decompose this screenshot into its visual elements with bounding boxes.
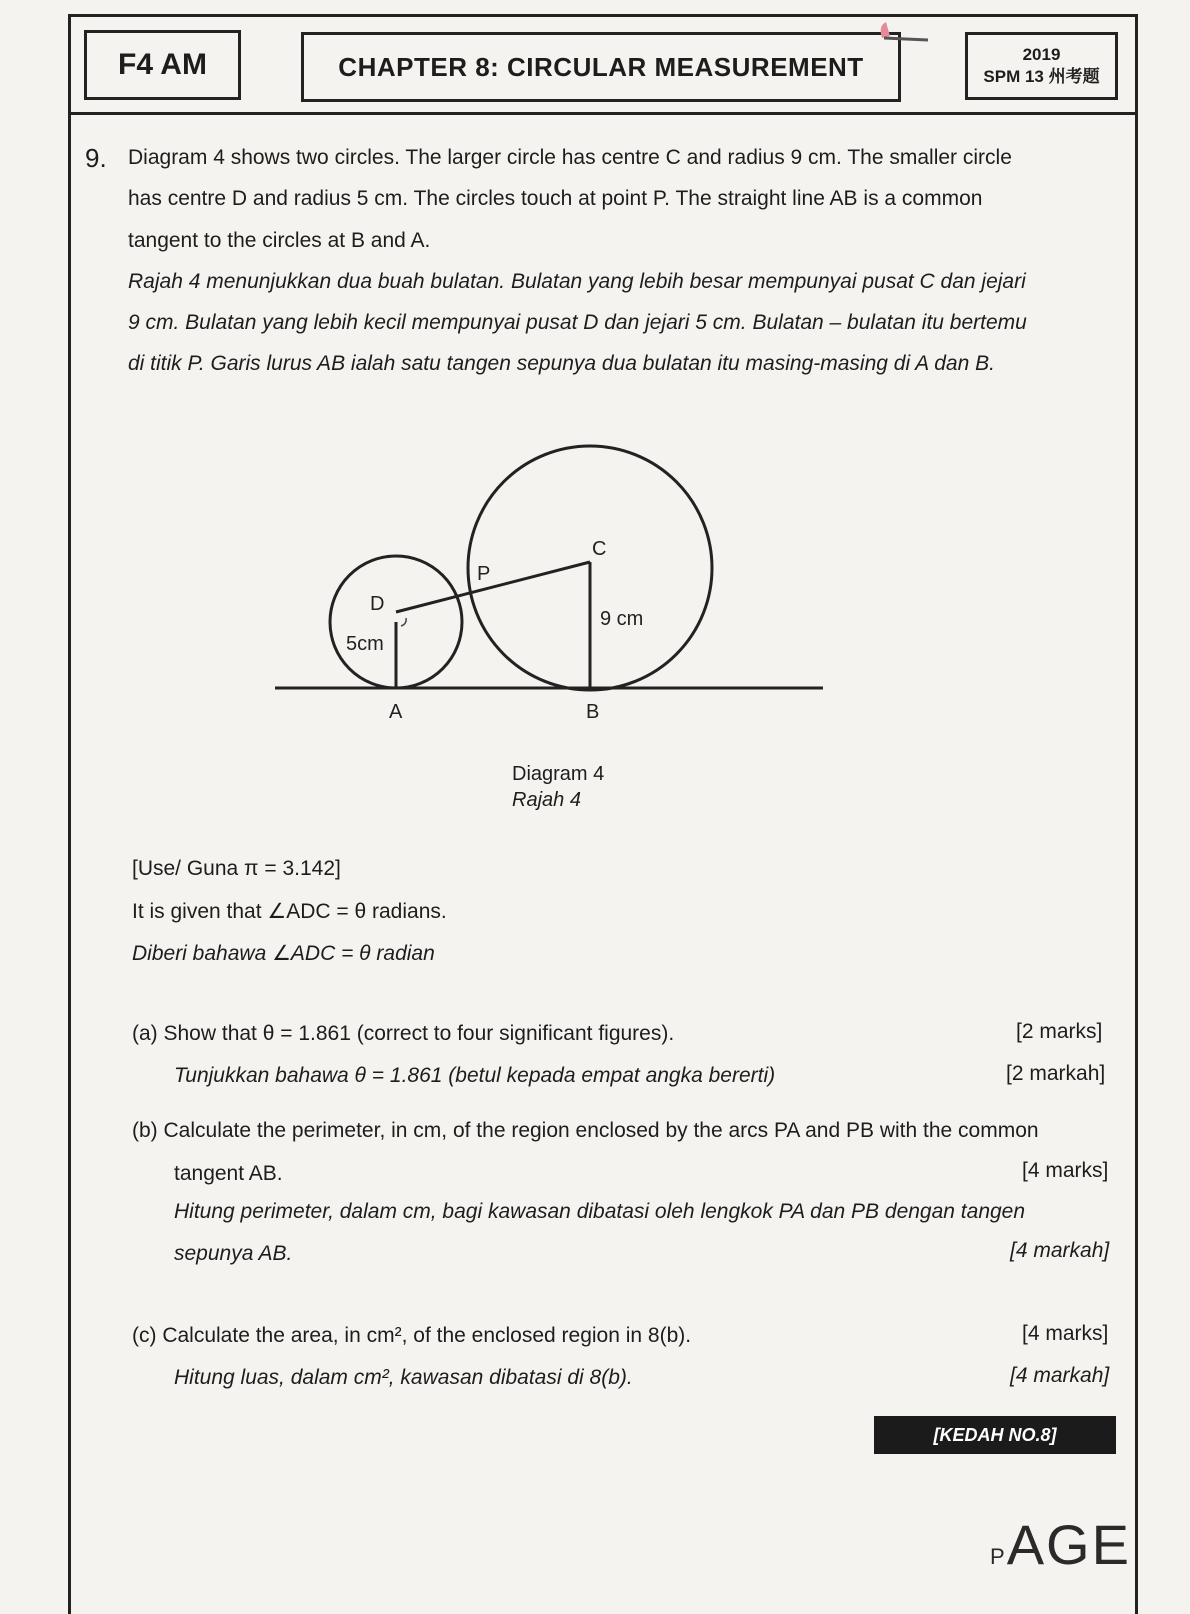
diagram-caption-en: Diagram 4 bbox=[512, 763, 605, 785]
page-word: AGE bbox=[1006, 1513, 1131, 1576]
intro-en-1: Diagram 4 shows two circles. The larger circle has centre C and radius 9 cm. The smaller circle bbox=[128, 146, 1012, 169]
source-label: SPM 13 州考题 bbox=[983, 67, 1100, 86]
label-large-radius: 9 cm bbox=[600, 608, 644, 630]
part-c-en: (c) Calculate the area, in cm², of the enclosed region in 8(b). bbox=[132, 1324, 692, 1347]
part-a-en: (a) Show that θ = 1.861 (correct to four significant figures). bbox=[132, 1022, 675, 1045]
given-angle-en: It is given that ∠ADC = θ radians. bbox=[132, 900, 447, 923]
intro-ms-2: 9 cm. Bulatan yang lebih kecil mempunyai pusat D dan jejari 5 cm. Bulatan – bulatan itu bertemu bbox=[128, 311, 1027, 334]
subject-label: F4 AM bbox=[118, 48, 207, 81]
part-b-ms-2: sepunya AB. bbox=[174, 1242, 293, 1265]
pin-head-icon bbox=[881, 22, 890, 38]
chapter-title: CHAPTER 8: CIRCULAR MEASUREMENT bbox=[338, 51, 864, 82]
label-D: D bbox=[370, 593, 385, 615]
year-label: 2019 bbox=[1022, 45, 1061, 64]
part-a-ms: Tunjukkan bahawa θ = 1.861 (betul kepada empat angka bererti) bbox=[174, 1064, 776, 1087]
page-prefix: P bbox=[990, 1544, 1007, 1569]
intro-ms-1: Rajah 4 menunjukkan dua buah bulatan. Bulatan yang lebih besar mempunyai pusat C dan jejari bbox=[128, 270, 1026, 293]
label-P: P bbox=[477, 563, 491, 585]
intro-en-2: has centre D and radius 5 cm. The circles touch at point P. The straight line AB is a common bbox=[128, 187, 983, 210]
intro-en-3: tangent to the circles at B and A. bbox=[128, 229, 431, 252]
part-b-marks-en: [4 marks] bbox=[1022, 1159, 1109, 1182]
part-b-en-1: (b) Calculate the perimeter, in cm, of the region enclosed by the arcs PA and PB with the common bbox=[132, 1119, 1039, 1142]
part-a-marks-ms: [2 markah] bbox=[1006, 1062, 1106, 1085]
subject-box bbox=[84, 30, 241, 100]
diagram-caption-ms: Rajah 4 bbox=[512, 789, 581, 811]
chapter-box bbox=[301, 32, 901, 102]
part-b-ms-1: Hitung perimeter, dalam cm, bagi kawasan dibatasi oleh lengkok PA dan PB dengan tangen bbox=[174, 1200, 1026, 1223]
diagram-4 bbox=[270, 440, 830, 740]
angle-theta-mark bbox=[401, 618, 406, 626]
question-number: 9. bbox=[85, 143, 107, 173]
part-c-ms: Hitung luas, dalam cm², kawasan dibatasi di 8(b). bbox=[174, 1366, 633, 1389]
given-angle-ms: Diberi bahawa ∠ADC = θ radian bbox=[132, 942, 435, 965]
intro-ms-3: di titik P. Garis lurus AB ialah satu tangen sepunya dua bulatan itu masing-masing di A dan B. bbox=[128, 352, 995, 375]
line-DC bbox=[396, 562, 590, 612]
use-pi: [Use/ Guna π = 3.142] bbox=[132, 857, 341, 880]
label-C: C bbox=[592, 538, 607, 560]
part-b-marks-ms: [4 markah] bbox=[1010, 1239, 1110, 1262]
label-B: B bbox=[586, 701, 600, 723]
header-divider bbox=[68, 112, 1138, 115]
part-a-marks-en: [2 marks] bbox=[1016, 1020, 1103, 1043]
part-c-marks-en: [4 marks] bbox=[1022, 1322, 1109, 1345]
part-b-en-2: tangent AB. bbox=[174, 1162, 283, 1185]
label-A: A bbox=[389, 701, 403, 723]
page-footer bbox=[990, 1512, 1131, 1577]
label-small-radius: 5cm bbox=[346, 633, 384, 655]
source-tag: [KEDAH NO.8] bbox=[874, 1416, 1116, 1454]
source-box bbox=[965, 32, 1118, 100]
pin-needle bbox=[884, 38, 928, 40]
pin-decoration bbox=[872, 18, 932, 58]
part-c-marks-ms: [4 markah] bbox=[1010, 1364, 1110, 1387]
